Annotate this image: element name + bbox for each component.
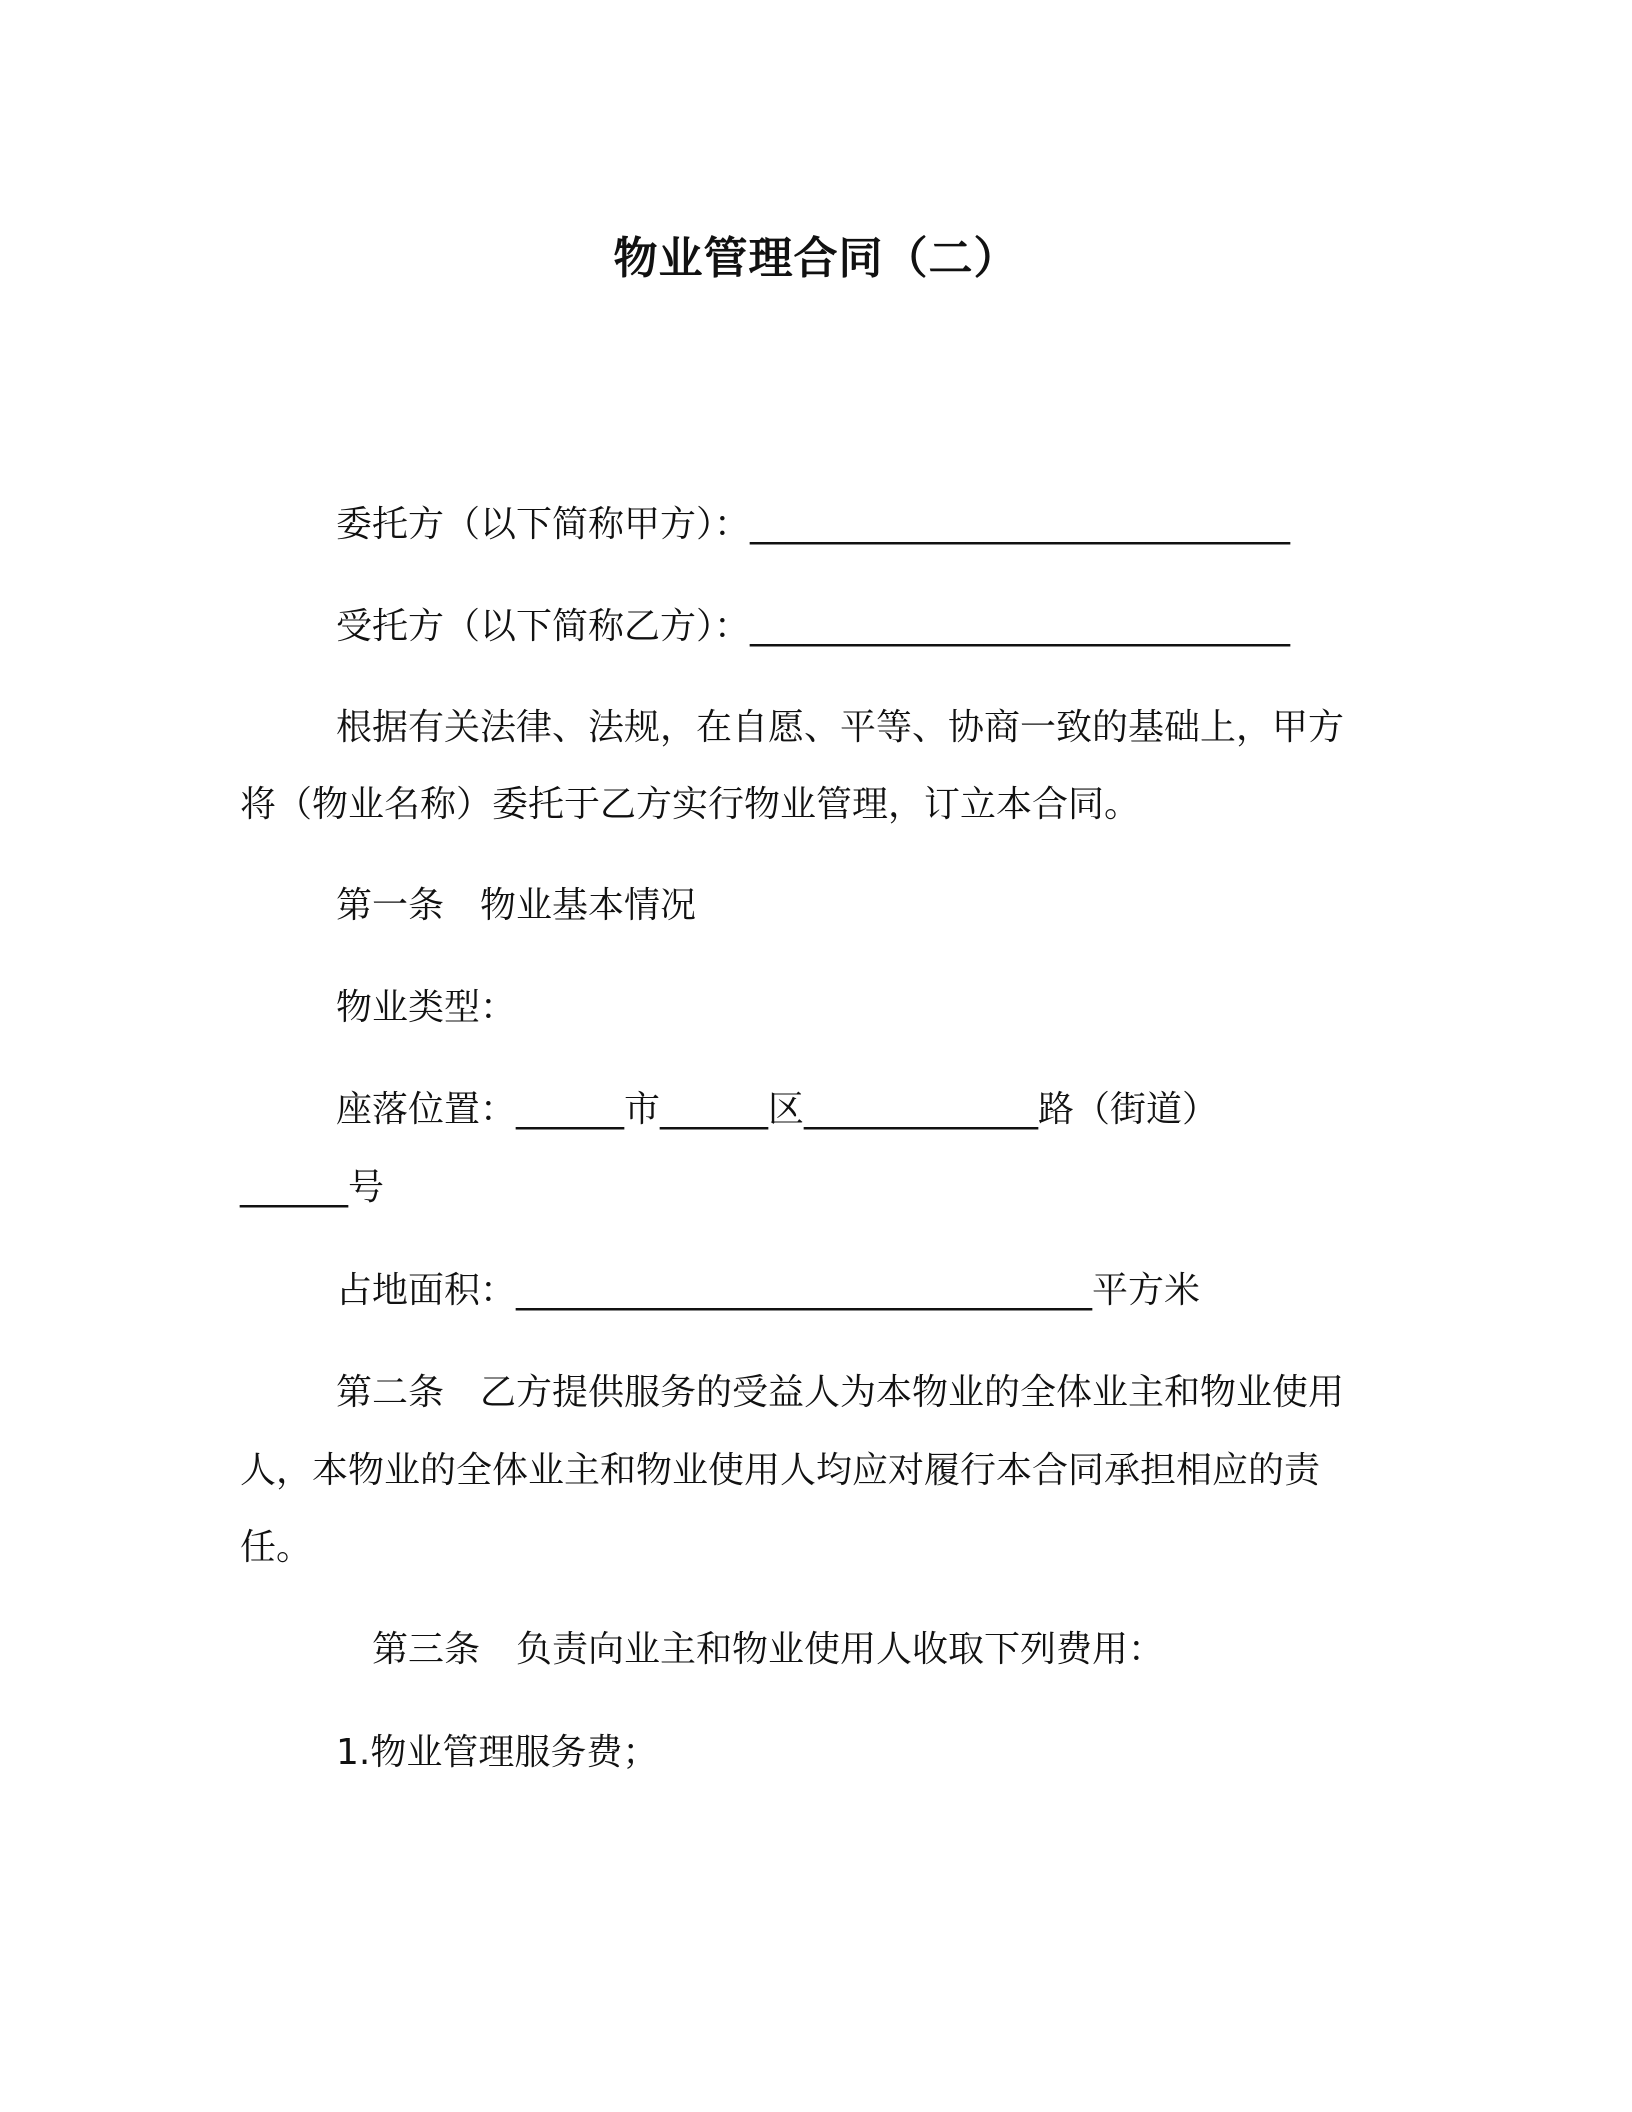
article-2-line-3: 任。 — [240, 1527, 313, 1568]
party-b-line: 受托方（以下简称乙方）：______________________________ — [336, 606, 1291, 647]
property-type-line: 物业类型： — [336, 987, 517, 1028]
article-1-heading: 第一条 物业基本情况 — [336, 885, 697, 926]
land-area-line: 占地面积：________________________________平方米 — [336, 1270, 1201, 1311]
location-line-2: ______号 — [240, 1167, 385, 1208]
location-line-1: 座落位置：______市______区_____________路（街道） — [336, 1089, 1219, 1130]
article-3-heading: 第三条 负责向业主和物业使用人收取下列费用： — [372, 1629, 1165, 1670]
fee-item-1: 1.物业管理服务费； — [336, 1732, 659, 1773]
party-a-line: 委托方（以下简称甲方）：______________________________ — [336, 504, 1291, 545]
preamble-line-1: 根据有关法律、法规，在自愿、平等、协商一致的基础上，甲方 — [336, 707, 1345, 748]
preamble-line-2: 将（物业名称）委托于乙方实行物业管理，订立本合同。 — [240, 784, 1141, 825]
document-title: 物业管理合同（二） — [613, 233, 1019, 284]
article-2-line-2: 人，本物业的全体业主和物业使用人均应对履行本合同承担相应的责 — [240, 1450, 1321, 1491]
article-2-line-1: 第二条 乙方提供服务的受益人为本物业的全体业主和物业使用 — [336, 1372, 1345, 1413]
